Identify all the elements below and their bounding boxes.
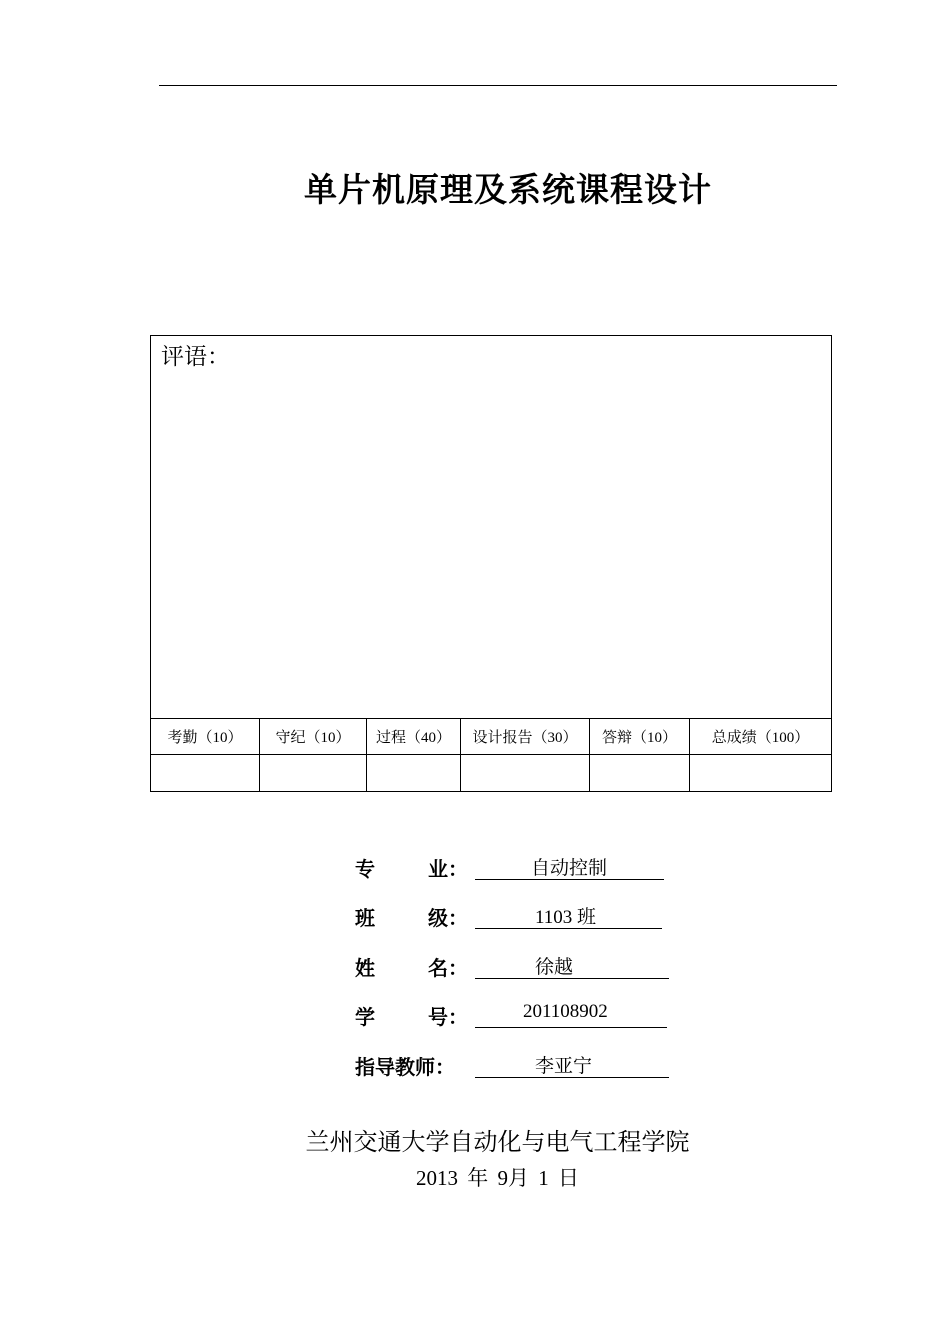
- score-cell-report[interactable]: [461, 755, 590, 792]
- score-cell-attendance[interactable]: [151, 755, 260, 792]
- document-date: 2013 年 9月 1 日: [416, 1166, 579, 1190]
- class-label: 班 级：: [355, 906, 468, 930]
- score-header-report: 设计报告（30）: [461, 719, 590, 755]
- advisor-label: 指导教师：: [355, 1055, 455, 1079]
- score-cell-defense[interactable]: [590, 755, 690, 792]
- score-header-attendance: 考勤（10）: [151, 719, 260, 755]
- name-value: 徐越: [535, 957, 574, 978]
- student-id-value: 201108902: [523, 1001, 608, 1022]
- score-header-process: 过程（40）: [367, 719, 461, 755]
- advisor-field[interactable]: [475, 1047, 669, 1078]
- score-cell-total[interactable]: [690, 755, 832, 792]
- score-value-row: [151, 755, 832, 792]
- score-header-defense: 答辩（10）: [590, 719, 690, 755]
- advisor-value: 李亚宁: [535, 1056, 593, 1077]
- score-header-row: [151, 719, 832, 755]
- student-id-label: 学 号：: [355, 1005, 468, 1029]
- class-field[interactable]: [475, 898, 662, 929]
- institution-name: 兰州交通大学自动化与电气工程学院: [305, 1128, 690, 1156]
- document-title: 单片机原理及系统课程设计: [304, 170, 712, 209]
- name-field[interactable]: [475, 948, 669, 979]
- student-id-field[interactable]: [475, 997, 667, 1028]
- score-cell-process[interactable]: [367, 755, 461, 792]
- evaluation-table: [150, 335, 832, 792]
- name-label: 姓 名：: [355, 956, 468, 980]
- comment-area[interactable]: [151, 336, 832, 719]
- header-rule: [159, 85, 837, 86]
- score-header-total: 总成绩（100）: [690, 719, 832, 755]
- major-field[interactable]: [475, 849, 664, 880]
- score-cell-discipline[interactable]: [260, 755, 367, 792]
- major-value: 自动控制: [531, 858, 608, 879]
- score-header-discipline: 守纪（10）: [260, 719, 367, 755]
- class-value: 1103 班: [535, 907, 597, 928]
- comment-label: 评语：: [161, 344, 230, 370]
- major-label: 专 业：: [355, 857, 468, 881]
